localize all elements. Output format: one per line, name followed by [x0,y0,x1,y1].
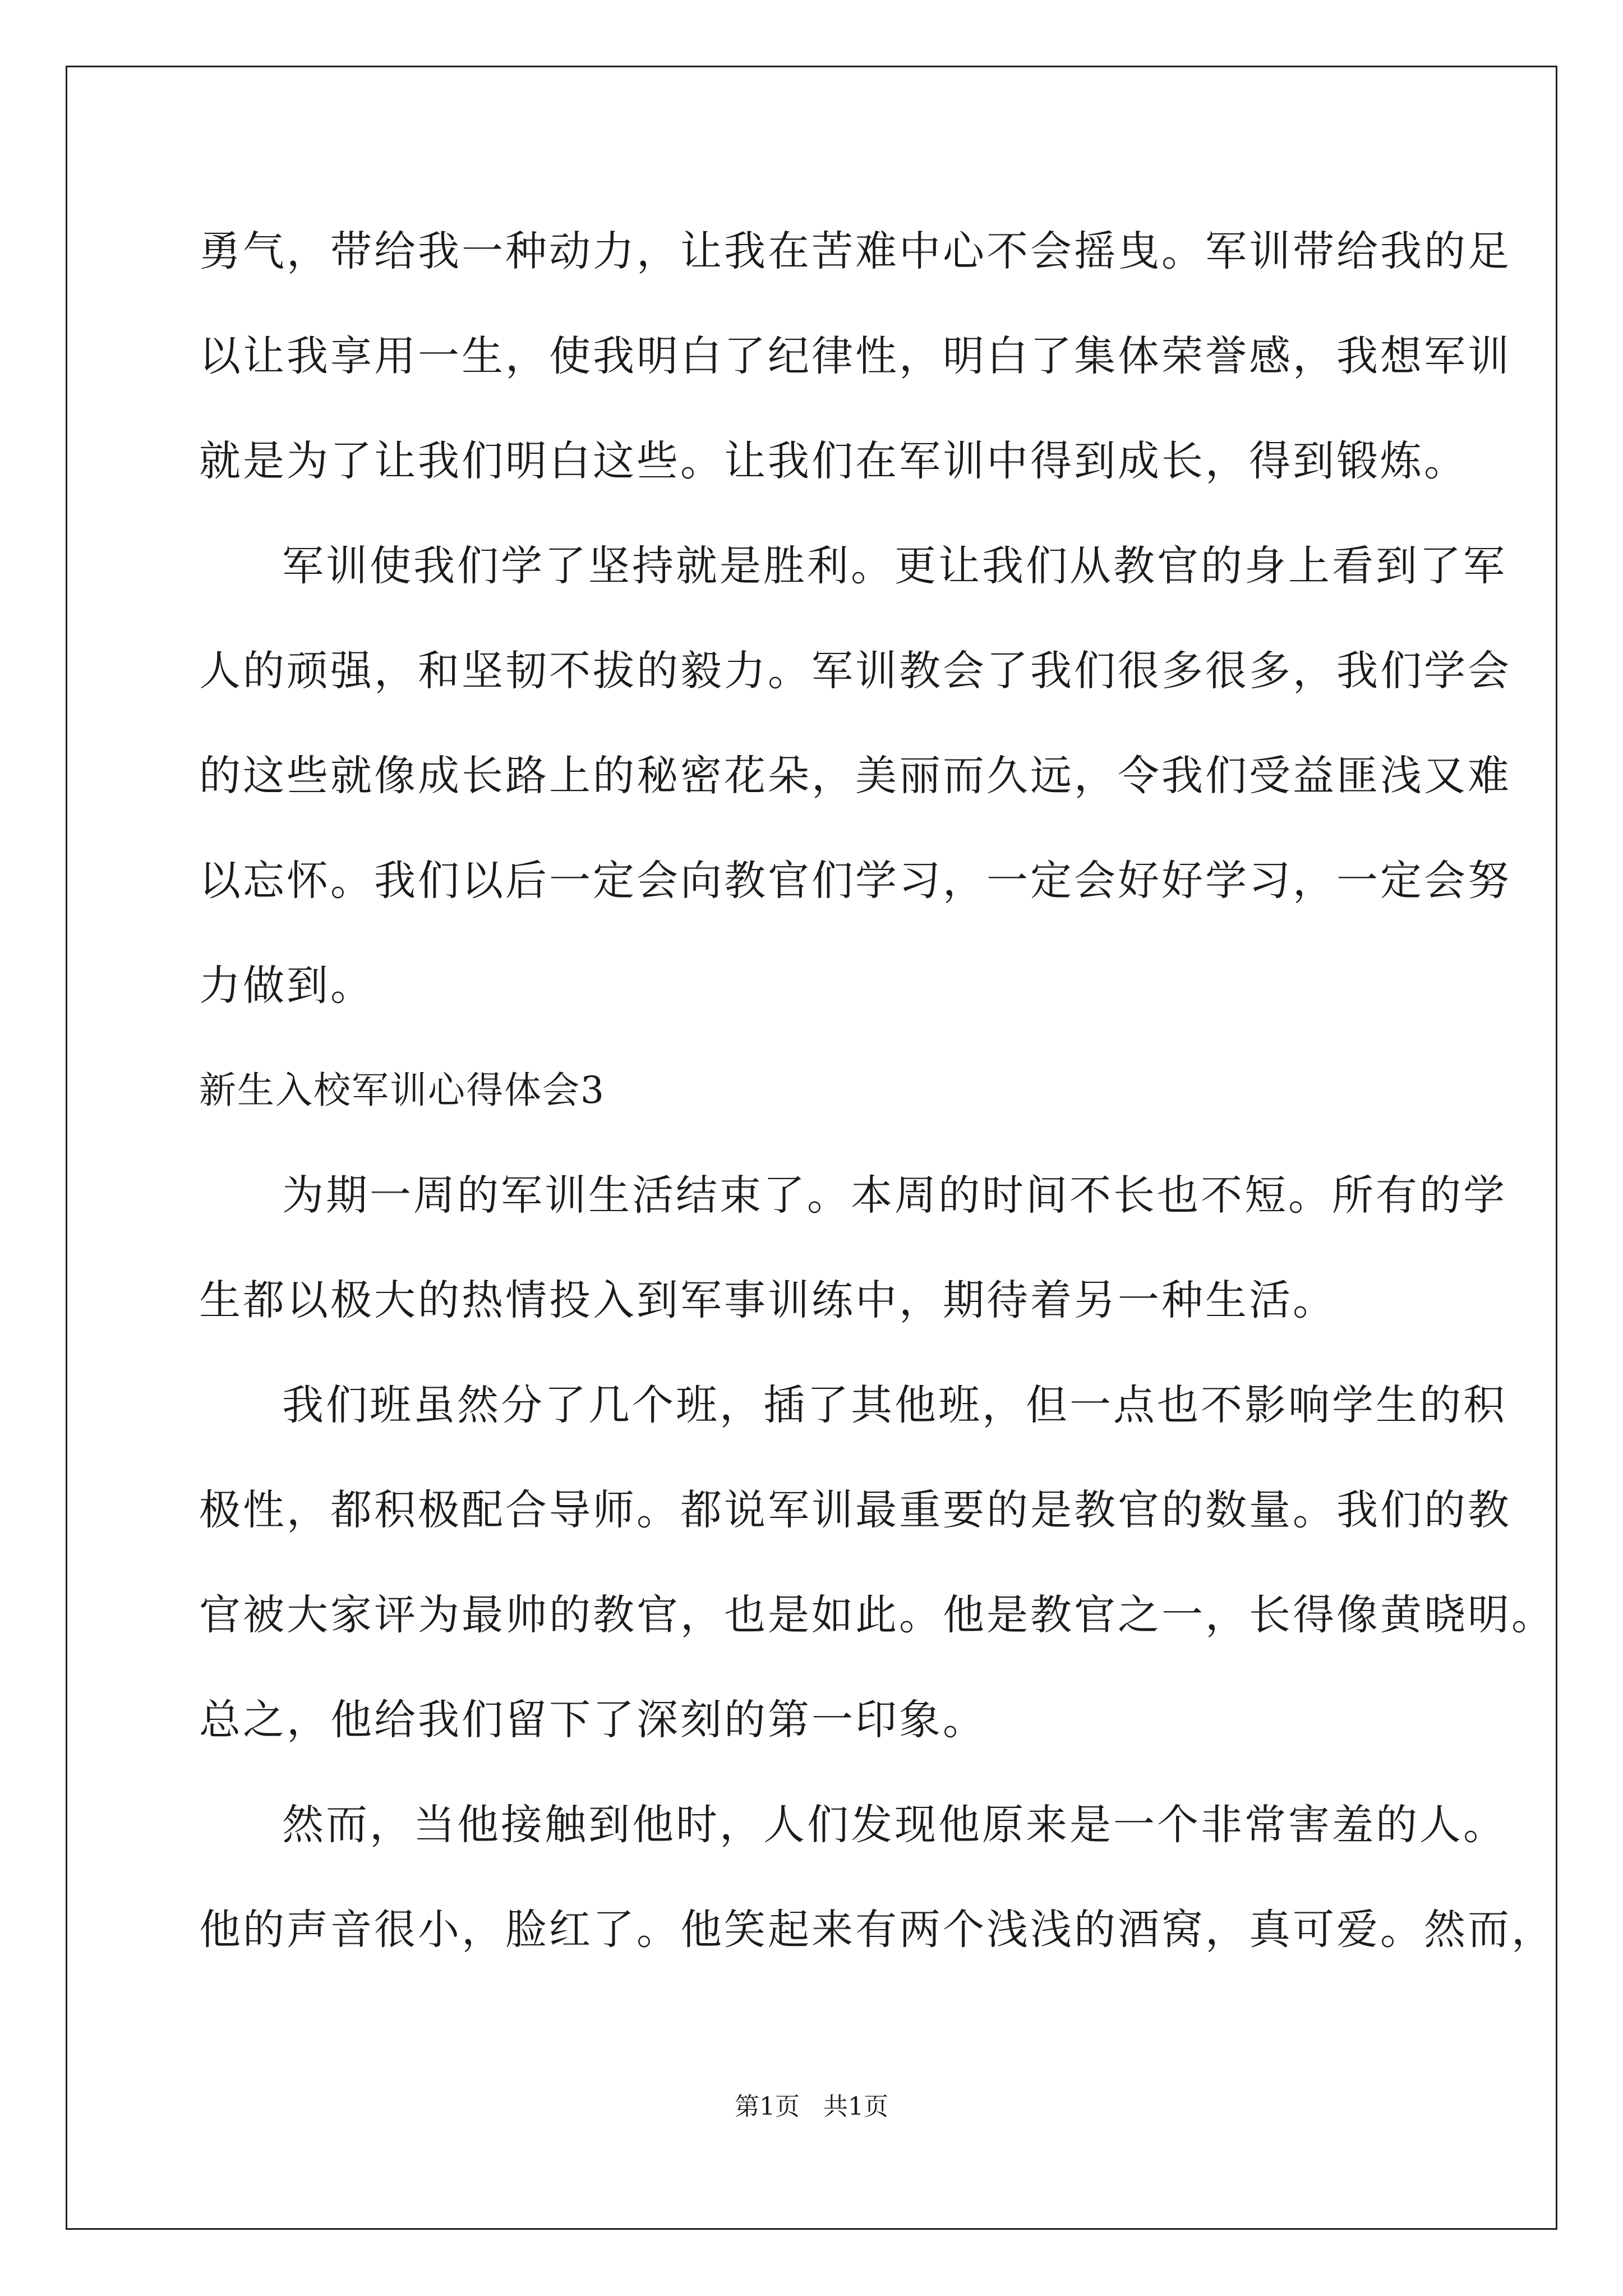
text-line: 人的顽强，和坚韧不拔的毅力。军训教会了我们很多很多，我们学会 [199,647,1511,695]
text-line: 军训使我们学了坚持就是胜利。更让我们从教官的身上看到了军 [282,542,1507,590]
page-footer: 第1页 共1页 [735,2092,888,2121]
text-line: 以忘怀。我们以后一定会向教官们学习，一定会好好学习，一定会努 [199,857,1511,905]
text-line: 极性，都积极配合导师。都说军训最重要的是教官的数量。我们的教 [199,1486,1511,1534]
paragraph [199,1164,1507,1374]
text-line: 然而，当他接触到他时，人们发现他原来是一个非常害羞的人。 [282,1801,1507,1849]
text-line: 我们班虽然分了几个班，插了其他班，但一点也不影响学生的积 [282,1381,1507,1429]
paragraph [199,535,1511,1059]
text-line: 总之，他给我们留下了深刻的第一印象。 [199,1696,986,1744]
text-line: 力做到。 [199,961,374,1010]
text-line: 生都以极大的热情投入到军事训练中，期待着另一种生活。 [199,1276,1336,1324]
section-heading: 新生入校军训心得体会3 [199,1069,605,1112]
text-line: 他的声音很小，脸红了。他笑起来有两个浅浅的酒窝，真可爱。然而， [199,1906,1555,1954]
paragraph [199,220,1511,535]
text-line: 为期一周的军训生活结束了。本周的时间不长也不短。所有的学 [282,1171,1507,1220]
document-body [199,220,1555,2003]
paragraph [199,1374,1555,1793]
text-line: 的这些就像成长路上的秘密花朵，美丽而久远，令我们受益匪浅又难 [199,752,1511,800]
text-line: 勇气，带给我一种动力，让我在苦难中心不会摇曳。军训带给我的足 [199,227,1511,275]
text-line: 官被大家评为最帅的教官，也是如此。他是教官之一，长得像黄晓明。 [199,1591,1555,1639]
text-line: 以让我享用一生，使我明白了纪律性，明白了集体荣誉感，我想军训 [199,332,1511,380]
paragraph [199,1793,1555,2003]
text-line: 就是为了让我们明白这些。让我们在军训中得到成长，得到锻炼。 [199,437,1468,485]
